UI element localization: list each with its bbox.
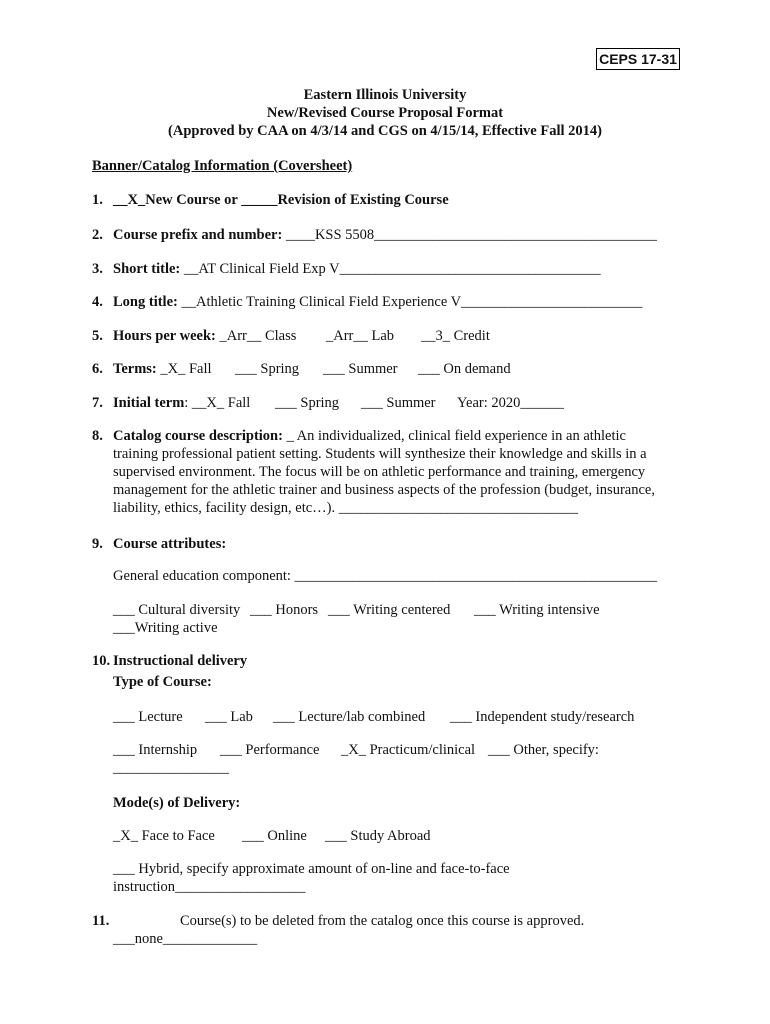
mode-hybrid-line-1: ___ Hybrid, specify approximate amount of on-line and face-to-face [113, 861, 510, 877]
item-10-number: 10. [92, 653, 111, 669]
modes-of-delivery-label: Mode(s) of Delivery: [113, 795, 241, 811]
short-title-value: __AT Clinical Field Exp V____________________________________ [180, 261, 601, 277]
attr-writing-intensive: ___ Writing intensive [474, 602, 600, 618]
type-lecture: ___ Lecture [113, 709, 183, 725]
type-of-course-label: Type of Course: [113, 674, 212, 690]
short-title-label: Short title: [113, 261, 181, 277]
document-code-box: CEPS 17-31 [596, 48, 680, 70]
mode-face-to-face: _X_ Face to Face [113, 828, 215, 844]
item-8-number: 8. [92, 428, 103, 444]
item-5-number: 5. [92, 328, 103, 344]
terms-on-demand: ___ On demand [418, 361, 511, 377]
terms-summer: ___ Summer [323, 361, 398, 377]
initial-term-label: Initial term [113, 395, 185, 411]
long-title-value: __Athletic Training Clinical Field Experience V_________________________ [177, 294, 643, 310]
type-internship: ___ Internship [113, 742, 198, 758]
item-3-number: 3. [92, 261, 103, 277]
terms-spring: ___ Spring [235, 361, 300, 377]
initial-term-year: Year: 2020______ [457, 395, 564, 411]
long-title-row [113, 294, 642, 311]
item-7-number: 7. [92, 395, 103, 411]
attr-honors: ___ Honors [250, 602, 319, 618]
form-title: New/Revised Course Proposal Format [266, 105, 504, 121]
instructional-delivery-label: Instructional delivery [113, 653, 248, 669]
type-lab: ___ Lab [205, 709, 253, 725]
university-name: Eastern Illinois University [303, 87, 467, 103]
item-4-number: 4. [92, 294, 103, 310]
terms-fall: _X_ Fall [156, 361, 212, 377]
course-prefix-value: ____KSS 5508_______________________________________ [282, 227, 657, 243]
item-6-number: 6. [92, 361, 103, 377]
initial-term-fall: : __X_ Fall [184, 395, 251, 411]
course-prefix-row [113, 227, 657, 244]
course-prefix-label: Course prefix and number: [113, 227, 283, 243]
deleted-courses-text: Course(s) to be deleted from the catalog once this course is approved. [180, 913, 585, 929]
hours-lab: _Arr__ Lab [326, 328, 395, 344]
general-education-field: General education component: __________________________________________________ [113, 568, 658, 584]
catalog-description-line-1 [113, 428, 626, 445]
catalog-description-line-2: training professional patient setting. Students will synthesize their knowledge and skills in a [113, 446, 647, 462]
section-title: Banner/Catalog Information (Coversheet) [92, 158, 353, 174]
deleted-courses-value: ___none_____________ [113, 931, 258, 947]
catalog-description-text-1: _ An individualized, clinical field experience in an athletic [282, 428, 626, 444]
mode-study-abroad: ___ Study Abroad [325, 828, 431, 844]
initial-term-summer: ___ Summer [361, 395, 436, 411]
hours-label: Hours per week: [113, 328, 216, 344]
type-lecture-lab: ___ Lecture/lab combined [273, 709, 426, 725]
catalog-description-label: Catalog course description: [113, 428, 283, 444]
mode-hybrid-line-2: instruction__________________ [113, 879, 306, 895]
terms-row [113, 361, 212, 378]
attr-cultural-diversity: ___ Cultural diversity [113, 602, 241, 618]
catalog-description-line-4: management for the athletic trainer and business aspects of the profession (budget, insurance, [113, 482, 655, 498]
type-other: ___ Other, specify: [488, 742, 599, 758]
item-11-number: 11. [92, 913, 110, 929]
mode-online: ___ Online [242, 828, 307, 844]
terms-label: Terms: [113, 361, 157, 377]
hours-credit: __3_ Credit [421, 328, 490, 344]
attr-writing-active: ___Writing active [113, 620, 218, 636]
type-performance: ___ Performance [220, 742, 320, 758]
type-independent-study: ___ Independent study/research [450, 709, 635, 725]
course-attributes-label: Course attributes: [113, 536, 227, 552]
initial-term-row [113, 395, 250, 412]
short-title-row [113, 261, 601, 278]
approval-note: (Approved by CAA on 4/3/14 and CGS on 4/15/14, Effective Fall 2014) [168, 123, 602, 139]
catalog-description-line-3: supervised environment. The focus will be on athletic performance and training, emergency [113, 464, 646, 480]
catalog-description-line-5: liability, ethics, facility design, etc…). _________________________________ [113, 500, 579, 516]
course-type-field: __X_New Course or _____Revision of Existing Course [113, 192, 449, 208]
hours-row [113, 328, 296, 345]
hours-class: _Arr__ Class [215, 328, 297, 344]
initial-term-spring: ___ Spring [275, 395, 340, 411]
long-title-label: Long title: [113, 294, 178, 310]
type-other-blank: ________________ [113, 760, 229, 776]
item-9-number: 9. [92, 536, 103, 552]
item-1-number: 1. [92, 192, 103, 208]
attr-writing-centered: ___ Writing centered [328, 602, 451, 618]
type-practicum-clinical: _X_ Practicum/clinical [341, 742, 476, 758]
item-2-number: 2. [92, 227, 103, 243]
